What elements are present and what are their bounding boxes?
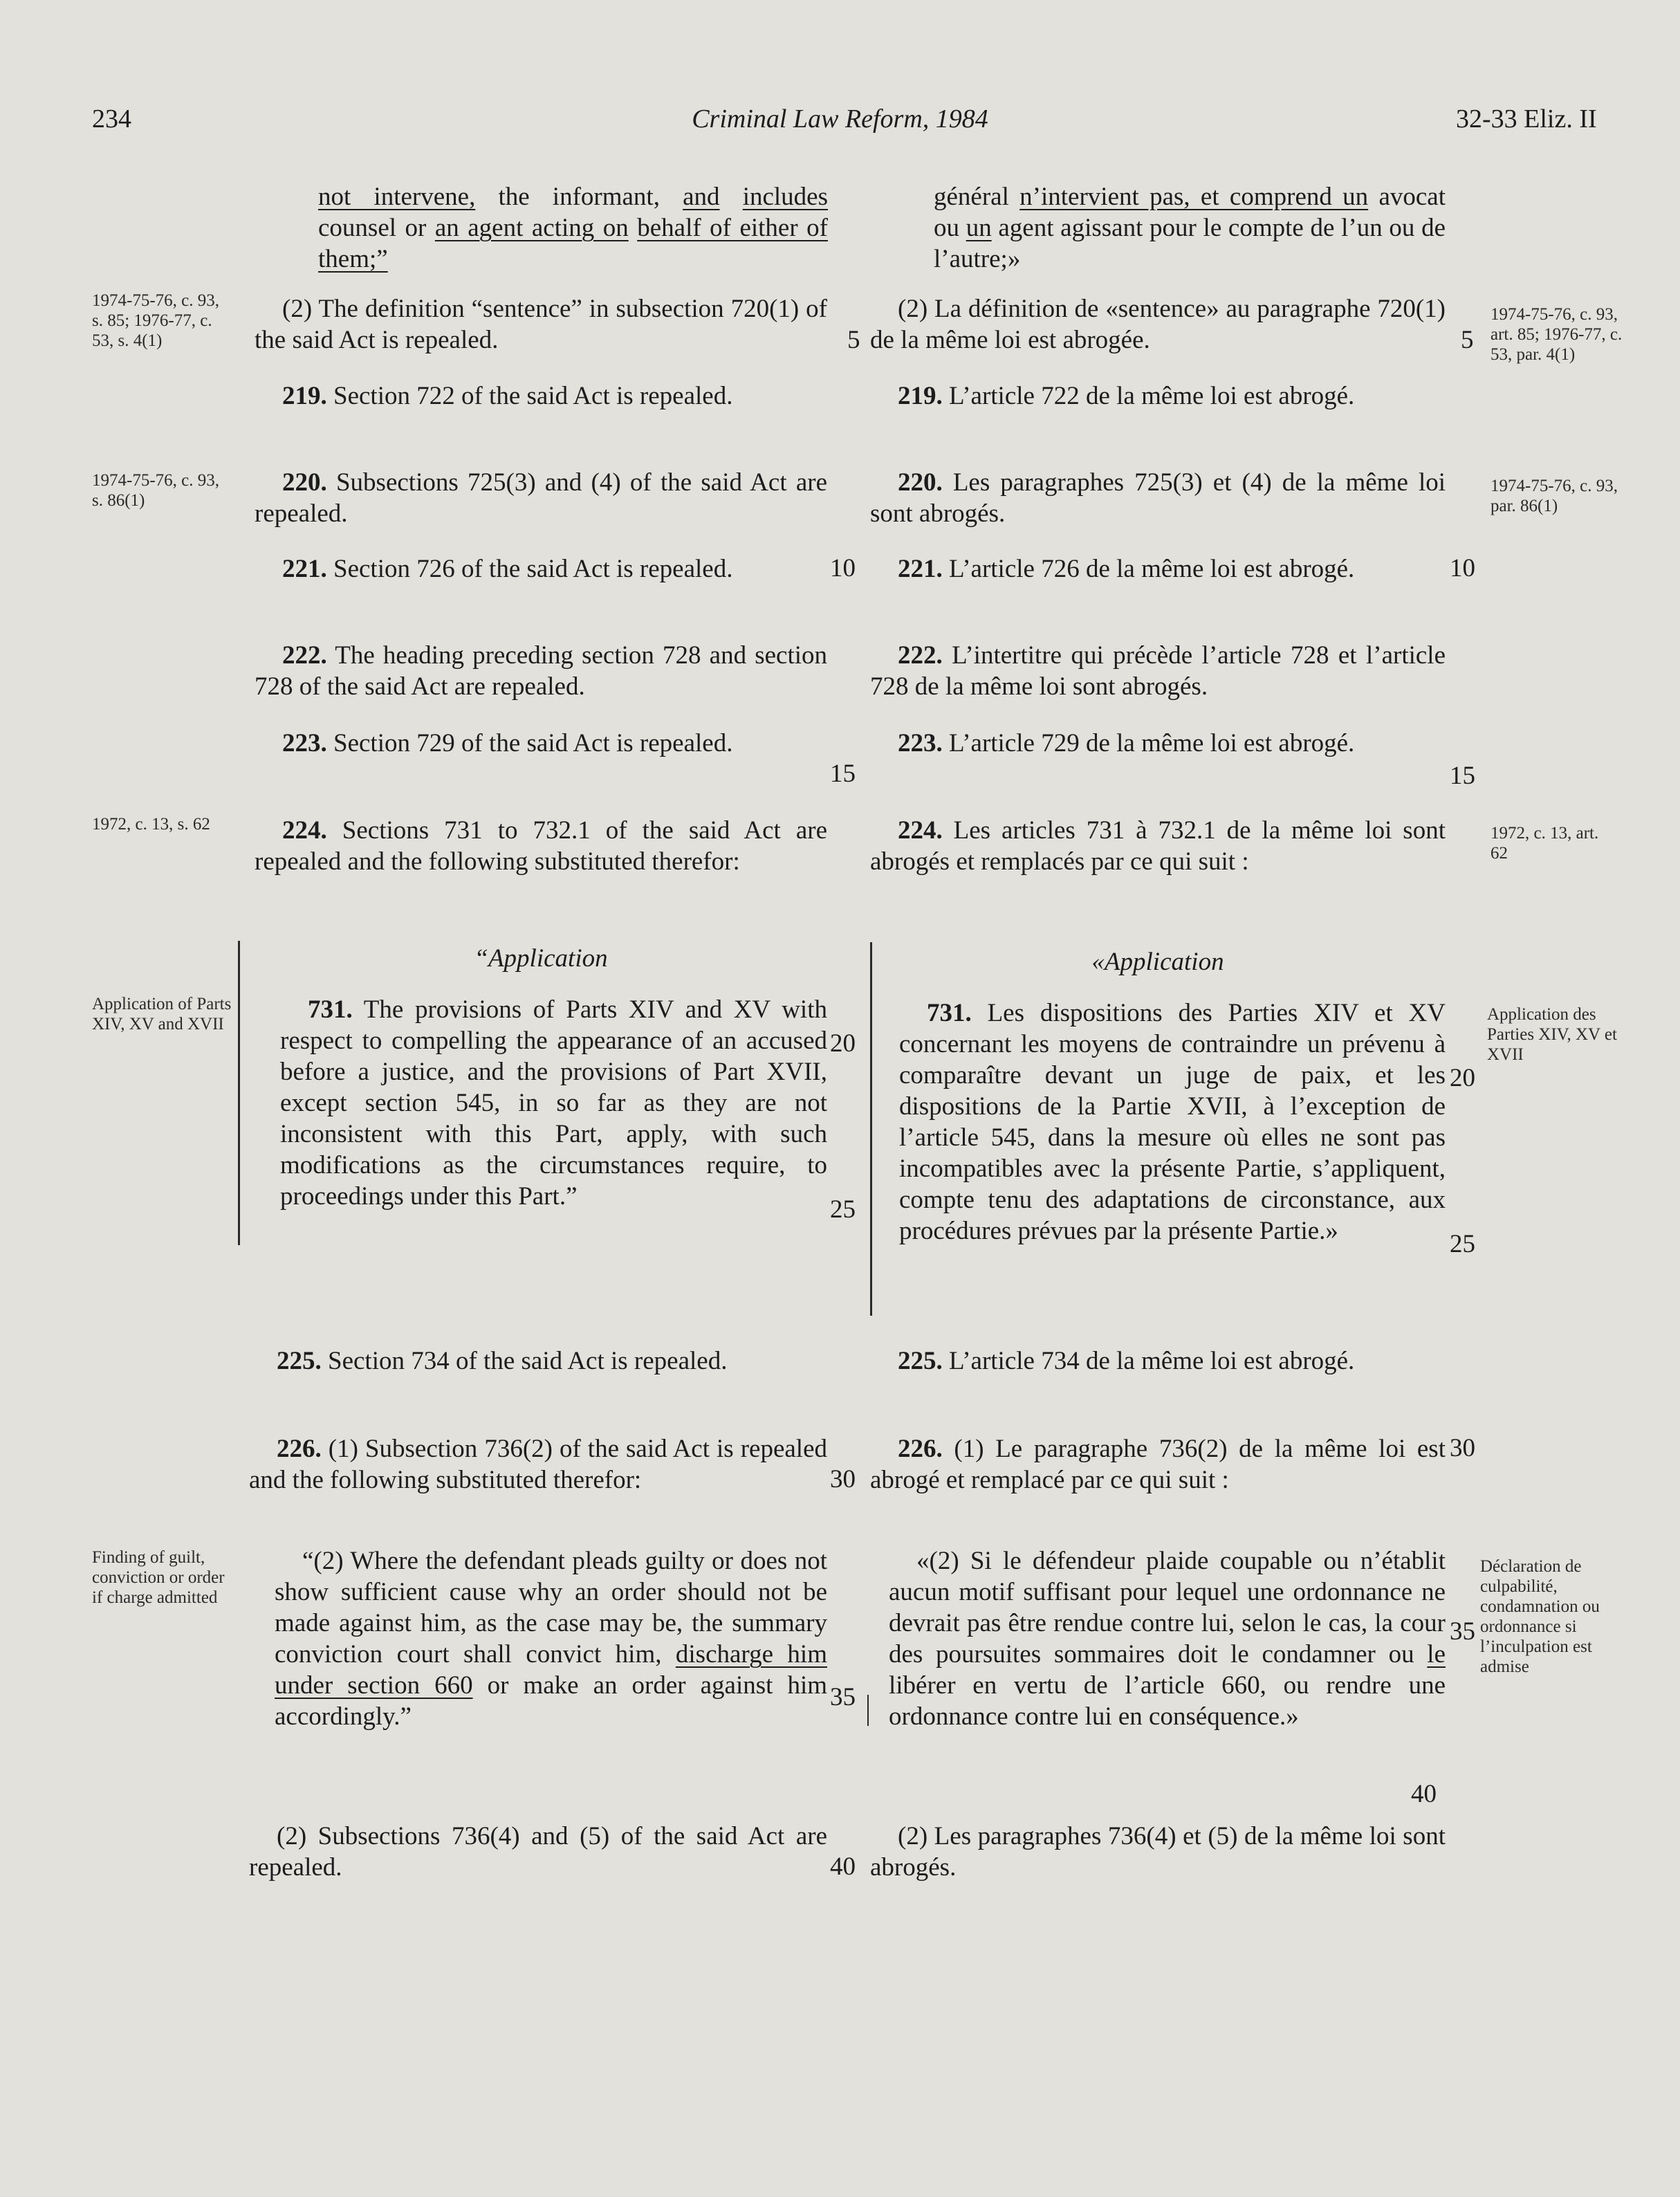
- fr-para-1: (2) La définition de «sentence» au paragraphe 720(1) de la même loi est abrogée.: [870, 295, 1446, 354]
- fr-section-225: 225. L’article 734 de la même loi est abrogé.: [898, 1347, 1355, 1375]
- margin-note: Application of Parts XIV, XV and XVII: [92, 995, 232, 1033]
- line-number: 25: [830, 1195, 856, 1224]
- en-section-225: 225. Section 734 of the said Act is repealed.: [277, 1347, 728, 1375]
- section-number: 219.: [282, 382, 327, 410]
- underlined-text: an agent acting on: [434, 214, 629, 242]
- en-section-222: 222. The heading preceding section 728 and section 728 of the said Act are repealed.: [255, 641, 828, 701]
- fr-heading-application: «Application: [1091, 948, 1224, 976]
- page-number: 234: [92, 104, 131, 134]
- section-number: 731.: [927, 999, 972, 1027]
- amendment-bar: [238, 941, 240, 1245]
- line-number: 10: [830, 554, 856, 582]
- section-number: 225.: [277, 1347, 322, 1375]
- line-number: 15: [830, 760, 856, 788]
- margin-note: Déclaration de culpabilité, condamnation ou ordonnance si l’inculpation est admise: [1480, 1557, 1600, 1676]
- line-number: 25: [1450, 1230, 1475, 1258]
- line-number: 40: [1411, 1780, 1437, 1808]
- line-number: 30: [830, 1465, 856, 1493]
- section-number: 222.: [898, 641, 943, 670]
- fr-section-221: 221. L’article 726 de la même loi est abrogé.: [898, 555, 1355, 583]
- fr-section-226: 226. (1) Le paragraphe 736(2) de la même loi est abrogé et remplacé par ce qui suit :: [870, 1435, 1446, 1494]
- line-number: 35: [1450, 1617, 1475, 1646]
- en-section-224: 224. Sections 731 to 732.1 of the said Act are repealed and the following substituted therefor:: [255, 816, 828, 876]
- section-number: 221.: [282, 555, 327, 583]
- margin-note: 1974-75-76, c. 93, s. 85; 1976-77, c. 53, s. 4(1): [92, 291, 219, 350]
- fr-section-224: 224. Les articles 731 à 732.1 de la même loi sont abrogés et remplacés par ce qui suit :: [870, 816, 1446, 876]
- underlined-text: n’intervient pas, et comprend un: [1019, 183, 1369, 211]
- line-number: 20: [830, 1029, 856, 1058]
- fr-section-731: 731. Les dispositions des Parties XIV et XV concernant les moyens de contraindre un prévenu à comparaître devant un juge de paix, et les dispositions de la Partie XVII, à l’exception de l’article 545, dans la mesure où elles ne sont pas incompatibles avec la présente Partie, s’appliquent, compte tenu des adaptations de circonstance, aux procédures prévues par la présente Partie.»: [899, 999, 1446, 1245]
- line-number: 30: [1450, 1434, 1475, 1462]
- section-number: 222.: [282, 641, 327, 670]
- fr-section-222: 222. L’intertitre qui précède l’article 728 et l’article 728 de la même loi sont abrogés.: [870, 641, 1446, 701]
- underlined-text: le: [1427, 1640, 1446, 1669]
- section-number: 221.: [898, 555, 943, 583]
- en-section-220: 220. Subsections 725(3) and (4) of the said Act are repealed.: [255, 468, 827, 528]
- section-number: 731.: [308, 995, 353, 1024]
- en-section-226-quote: “(2) Where the defendant pleads guilty or does not show sufficient cause why an order should not be made against him, as the case may be, the summary conviction court shall convict him, discharge him under section 660 or make an order against him accordingly.”: [275, 1547, 828, 1731]
- section-number: 224.: [282, 816, 327, 845]
- margin-note: 1974-75-76, c. 93, par. 86(1): [1490, 477, 1618, 515]
- section-number: 220.: [898, 468, 943, 497]
- line-number: 20: [1450, 1064, 1475, 1092]
- underlined-text: includes: [742, 183, 828, 211]
- margin-note: Finding of guilt, conviction or order if charge admitted: [92, 1548, 225, 1607]
- en-section-226: 226. (1) Subsection 736(2) of the said Act is repealed and the following substituted therefor:: [249, 1435, 828, 1494]
- margin-note: 1972, c. 13, art. 62: [1490, 824, 1599, 863]
- line-number: 40: [830, 1853, 856, 1881]
- section-number: 223.: [282, 729, 327, 757]
- section-number: 223.: [898, 729, 943, 757]
- fr-section-223: 223. L’article 729 de la même loi est abrogé.: [898, 729, 1355, 757]
- en-heading-application: “Application: [474, 944, 608, 973]
- section-number: 226.: [898, 1435, 943, 1463]
- en-para-1: (2) The definition “sentence” in subsection 720(1) of the said Act is repealed.: [255, 295, 827, 354]
- margin-note: 1974-75-76, c. 93, s. 86(1): [92, 471, 219, 510]
- en-para-0: not intervene, the informant, and includes counsel or an agent acting on behalf of either of them;”: [318, 183, 828, 273]
- fr-section-226-quote: «(2) Si le défendeur plaide coupable ou n’établit aucun motif suffisant pour lequel une ordonnance ne devrait pas être rendue contre lui, selon le cas, la cour des poursuites sommaires doit le condamner ou le libérer en vertu de l’article 660, ou rendre une ordonnance contre lui en conséquence.»: [889, 1547, 1446, 1731]
- section-number: 224.: [898, 816, 943, 845]
- en-section-226-2: (2) Subsections 736(4) and (5) of the said Act are repealed.: [249, 1822, 827, 1882]
- underlined-text: discharge him under section 660: [275, 1640, 827, 1700]
- margin-note: 1974-75-76, c. 93, art. 85; 1976-77, c. 53, par. 4(1): [1490, 305, 1623, 364]
- section-number: 226.: [277, 1435, 322, 1463]
- line-number: 5: [1461, 326, 1474, 354]
- en-section-219: 219. Section 722 of the said Act is repealed.: [282, 382, 733, 410]
- en-section-223: 223. Section 729 of the said Act is repealed.: [282, 729, 733, 757]
- fr-section-226-2: (2) Les paragraphes 736(4) et (5) de la même loi sont abrogés.: [870, 1822, 1446, 1882]
- running-title: Criminal Law Reform, 1984: [692, 104, 988, 134]
- amendment-bar: [870, 942, 872, 1316]
- line-number: 35: [830, 1683, 856, 1711]
- en-section-731: 731. The provisions of Parts XIV and XV with respect to compelling the appearance of an accused before a justice, and the provisions of Part XVII, except section 545, in so far as they are not inconsistent with this Part, apply, with such modifications as the circumstances require, to proceedings under this Part.”: [280, 995, 827, 1211]
- section-number: 219.: [898, 382, 943, 410]
- fr-section-220: 220. Les paragraphes 725(3) et (4) de la même loi sont abrogés.: [870, 468, 1446, 528]
- fr-section-219: 219. L’article 722 de la même loi est abrogé.: [898, 382, 1355, 410]
- amendment-bar: [867, 1695, 869, 1726]
- section-number: 225.: [898, 1347, 943, 1375]
- line-number: 15: [1450, 762, 1475, 790]
- margin-note: Application des Parties XIV, XV et XVII: [1487, 1005, 1617, 1064]
- fr-para-0: général n’intervient pas, et comprend un avocat ou un agent agissant pour le compte de l’un ou de l’autre;»: [934, 183, 1446, 273]
- line-number: 10: [1450, 554, 1475, 582]
- underlined-text: and: [683, 183, 720, 211]
- regnal-year: 32-33 Eliz. II: [1456, 104, 1597, 134]
- margin-note: 1972, c. 13, s. 62: [92, 815, 210, 834]
- line-number: 5: [847, 326, 860, 354]
- section-number: 220.: [282, 468, 327, 497]
- underlined-text: un: [966, 214, 992, 242]
- underlined-text: not intervene,: [318, 183, 476, 211]
- en-section-221: 221. Section 726 of the said Act is repealed.: [282, 555, 733, 583]
- underlined-text: behalf of either of them;”: [318, 214, 828, 273]
